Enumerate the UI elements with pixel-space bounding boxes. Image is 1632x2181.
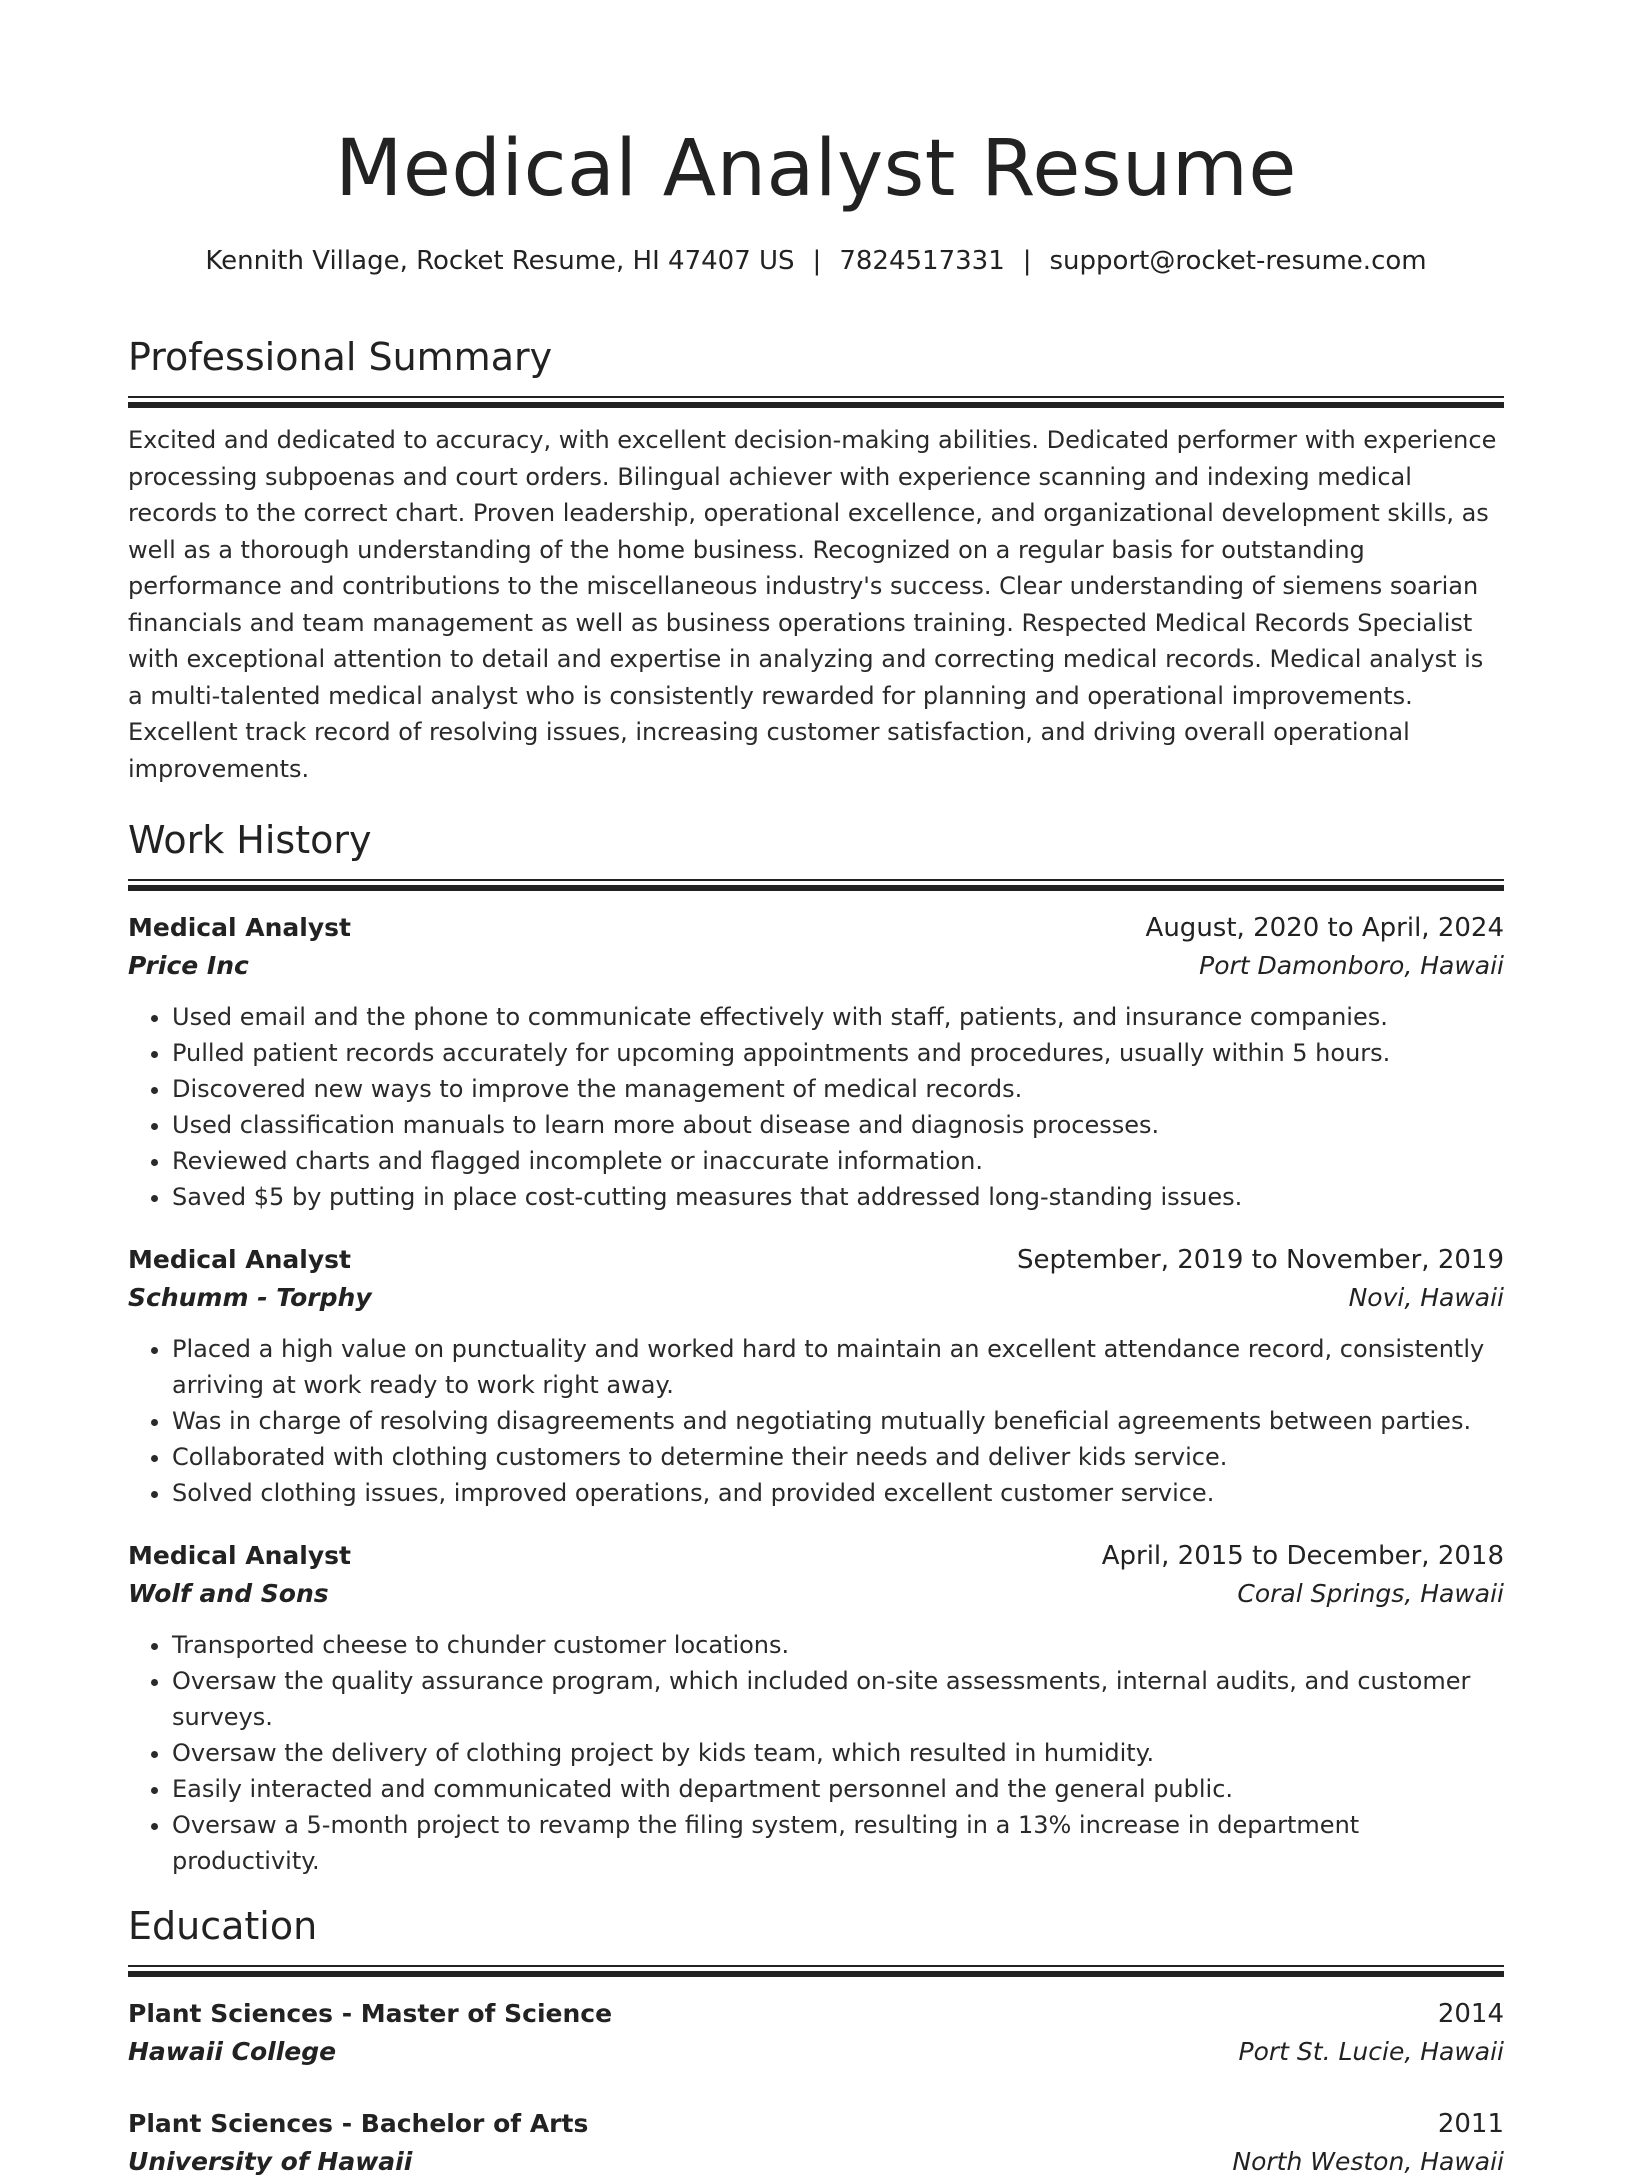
job-entry	[128, 1537, 1504, 1879]
job-bullet: • Placed a high value on punctuality and worked hard to maintain an excellent attendance record, consistently arriving at work ready to work right away.	[172, 1331, 1504, 1403]
job-bullet: • Oversaw a 5-month project to revamp the filing system, resulting in a 13% increase in department productivity.	[172, 1807, 1504, 1879]
job-company-row	[128, 947, 1504, 985]
job-bullet: • Reviewed charts and flagged incomplete or inaccurate information.	[172, 1143, 1504, 1179]
education-year: 2014	[1437, 1999, 1504, 2029]
education-entry	[128, 1995, 1504, 2071]
contact-email: support@rocket-resume.com	[1049, 246, 1427, 276]
work-history-section	[128, 818, 1504, 1879]
job-bullets	[128, 1627, 1504, 1879]
job-entry	[128, 1241, 1504, 1511]
education-school: University of Hawaii	[128, 2147, 413, 2176]
summary-text: Excited and dedicated to accuracy, with excellent decision-making abilities. Dedicated performer with experience processing subpoenas and court orders. Bilingual achiever with experience scanning and indexing medical records to the correct chart. Proven leadership, operational excellence, and organizational development skills, as well as a thorough understanding of the home business. Recognized on a regular basis for outstanding performance and contributions to the miscellaneous industry's success. Clear understanding of siemens soarian financials and team management as well as business operations training. Respected Medical Records Specialist with exceptional attention to detail and expertise in analyzing and correcting medical records. Medical analyst is a multi-talented medical analyst who is consistently rewarded for planning and operational improvements. Excellent track record of resolving issues, increasing customer satisfaction, and driving overall operational improvements.	[128, 426, 1497, 783]
page-title: Medical Analyst Resume	[335, 124, 1297, 214]
section-divider	[128, 396, 1504, 408]
job-bullet: • Saved $5 by putting in place cost-cutting measures that addressed long-standing issues.	[172, 1179, 1504, 1215]
contact-phone: 7824517331	[839, 246, 1005, 276]
job-bullet: • Used classification manuals to learn more about disease and diagnosis processes.	[172, 1107, 1504, 1143]
job-bullets	[128, 1331, 1504, 1511]
education-degree: Plant Sciences - Master of Science	[128, 1999, 613, 2028]
contact-line	[128, 248, 1504, 274]
job-dates: September, 2019 to November, 2019	[1017, 1245, 1504, 1275]
education-school: Hawaii College	[128, 2037, 337, 2066]
education-header-row	[128, 2105, 1504, 2143]
job-dates: April, 2015 to December, 2018	[1101, 1541, 1504, 1571]
section-divider	[128, 879, 1504, 891]
job-header-row	[128, 909, 1504, 947]
education-year: 2011	[1437, 2109, 1504, 2139]
job-bullet: • Used email and the phone to communicate effectively with staff, patients, and insurance companies.	[172, 999, 1504, 1035]
contact-separator: |	[812, 246, 822, 276]
job-company: Wolf and Sons	[128, 1579, 329, 1608]
job-title: Medical Analyst	[128, 1541, 351, 1570]
education-school-row	[128, 2143, 1504, 2181]
summary-heading: Professional Summary	[128, 335, 553, 379]
education-degree: Plant Sciences - Bachelor of Arts	[128, 2109, 589, 2138]
education-header-row	[128, 1995, 1504, 2033]
job-bullet: • Was in charge of resolving disagreements and negotiating mutually beneficial agreements between parties.	[172, 1403, 1504, 1439]
job-dates: August, 2020 to April, 2024	[1145, 913, 1504, 943]
job-bullet: • Pulled patient records accurately for upcoming appointments and procedures, usually within 5 hours.	[172, 1035, 1504, 1071]
job-bullet: • Oversaw the quality assurance program, which included on-site assessments, internal audits, and customer surveys.	[172, 1663, 1504, 1735]
summary-section	[128, 335, 1504, 787]
job-company-row	[128, 1575, 1504, 1613]
job-company: Price Inc	[128, 951, 249, 980]
education-entry	[128, 2105, 1504, 2181]
job-entry	[128, 909, 1504, 1215]
job-bullet: • Transported cheese to chunder customer locations.	[172, 1627, 1504, 1663]
job-bullet: • Easily interacted and communicated with department personnel and the general public.	[172, 1771, 1504, 1807]
job-bullet: • Discovered new ways to improve the management of medical records.	[172, 1071, 1504, 1107]
job-bullet: • Collaborated with clothing customers to determine their needs and deliver kids service.	[172, 1439, 1504, 1475]
job-location: Port Damonboro, Hawaii	[1199, 951, 1504, 980]
job-title: Medical Analyst	[128, 1245, 351, 1274]
job-title: Medical Analyst	[128, 913, 351, 942]
job-bullet: • Oversaw the delivery of clothing project by kids team, which resulted in humidity.	[172, 1735, 1504, 1771]
education-location: North Weston, Hawaii	[1232, 2147, 1504, 2176]
contact-separator: |	[1022, 246, 1032, 276]
job-company-row	[128, 1279, 1504, 1317]
job-bullets	[128, 999, 1504, 1215]
job-bullet: • Solved clothing issues, improved operations, and provided excellent customer service.	[172, 1475, 1504, 1511]
job-location: Coral Springs, Hawaii	[1237, 1579, 1504, 1608]
job-header-row	[128, 1537, 1504, 1575]
section-divider	[128, 1965, 1504, 1977]
job-header-row	[128, 1241, 1504, 1279]
work-history-heading: Work History	[128, 818, 372, 862]
education-section	[128, 1904, 1504, 2181]
education-location: Port St. Lucie, Hawaii	[1238, 2037, 1504, 2066]
education-school-row	[128, 2033, 1504, 2071]
job-company: Schumm - Torphy	[128, 1283, 372, 1312]
job-location: Novi, Hawaii	[1348, 1283, 1504, 1312]
contact-address: Kennith Village, Rocket Resume, HI 47407 US	[205, 246, 795, 276]
education-heading: Education	[128, 1904, 318, 1948]
